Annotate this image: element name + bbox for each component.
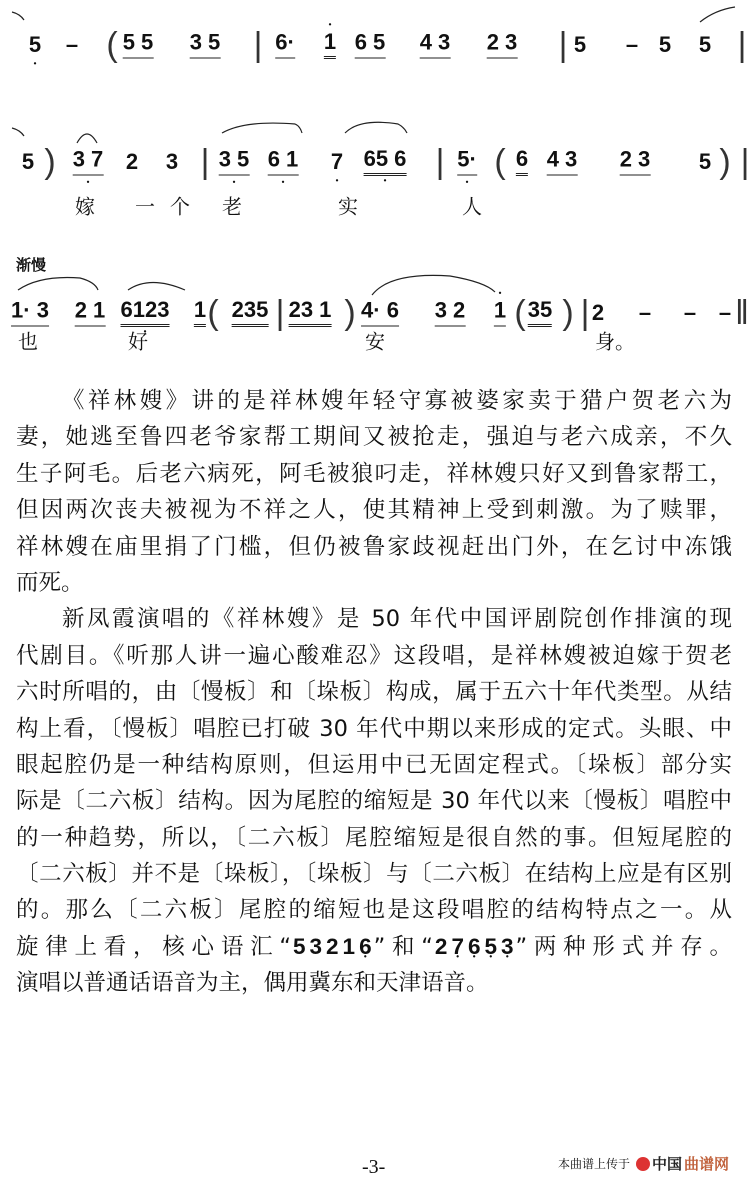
text-line: 而死。	[16, 569, 84, 596]
score-note: • 1	[324, 31, 336, 59]
score-note: 5 •	[29, 34, 41, 56]
score-note: –	[625, 32, 639, 57]
score-note: 2 3	[487, 32, 518, 59]
score-note: –	[638, 300, 652, 325]
score-symbol: |	[275, 294, 285, 332]
score-note: 4 3	[420, 32, 451, 59]
score-symbol: |	[737, 26, 747, 64]
text-line: 但因两次丧夫被视为不祥之人，使其精神上受到刺激。为了赎罪，	[16, 497, 732, 524]
text-line: 的一种趋势，所以，〔二六板〕尾腔缩短是很自然的事。但短尾腔的	[16, 824, 732, 851]
text-line: 生子阿毛。后老六病死，阿毛被狼叼走，祥林嫂只好又到鲁家帮工，	[16, 460, 732, 487]
score-note: 5 5	[123, 32, 154, 59]
score-note: 3 2	[435, 300, 466, 327]
motif-middle: ”和“	[373, 933, 433, 960]
score-note: 2	[125, 149, 139, 174]
tempo-mark: 渐慢	[16, 256, 47, 274]
motif-note: 5 •	[484, 929, 497, 965]
score-symbol: (	[514, 294, 526, 332]
score-note: 235	[232, 299, 269, 327]
lyric-syllable: 好	[128, 329, 148, 354]
score-note: 23 1	[289, 299, 332, 327]
motif-note: 6 •	[359, 929, 372, 965]
score-note: 65 6 •	[364, 148, 407, 176]
score-note: 1	[194, 299, 206, 327]
motif-1	[291, 934, 374, 960]
score-symbol: )	[44, 143, 56, 181]
lyric-syllable: 个	[170, 194, 190, 219]
score-note: 6123 •	[121, 299, 170, 327]
text-line: 代剧目。《听那人讲一遍心酸难忍》这段唱，是祥林嫂被迫嫁于贺老	[16, 642, 732, 669]
motif-note: 1	[342, 933, 356, 959]
upload-credit	[558, 1153, 729, 1174]
credit-text: 本曲谱上传于	[558, 1157, 631, 1171]
text-line: 〔二六板〕并不是〔垛板〕，〔垛板〕与〔二六板〕在结构上应是有区别	[16, 861, 732, 888]
text-line: 的。那么〔二六板〕尾腔的缩短也是这段唱腔的结构特点之一。从	[16, 897, 732, 924]
motif-note: 3	[309, 933, 323, 959]
text-line: 构上看，〔慢板〕唱腔已打破 30 年代中期以来形成的定式。头眼、中	[16, 715, 732, 742]
motif-note: 6 •	[468, 929, 481, 965]
score-note: 1· 3	[11, 300, 49, 327]
text-line: 《祥林嫂》讲的是祥林嫂年轻守寡被婆家卖于猎户贺老六为	[62, 388, 732, 414]
lyric-syllable: 也	[18, 329, 38, 354]
text-line: 祥林嫂在庙里捐了门槛，但仍被鲁家歧视赶出门外，在乞讨中冻饿	[16, 533, 732, 560]
score-note: 2 3	[620, 149, 651, 176]
score-note: 2	[591, 300, 605, 325]
paragraph-2	[16, 601, 732, 929]
motif-suffix: ”两种形式并存。	[515, 933, 732, 960]
score-symbol: )	[719, 143, 731, 181]
paragraph-1	[16, 383, 732, 601]
score-note: 2 1	[75, 300, 106, 327]
score-note: 5	[21, 149, 35, 174]
score-symbol: |	[558, 26, 568, 64]
logo-text-b: 曲谱网	[684, 1155, 730, 1173]
motif-note: 2	[434, 933, 448, 959]
page-number: -3-	[362, 1156, 386, 1178]
score-note: 3 5 •	[219, 149, 250, 176]
logo-text-a: 中国	[652, 1155, 683, 1173]
lyric-syllable: 人	[462, 194, 482, 219]
text-line: 新凤霞演唱的《祥林嫂》是 50 年代中国评剧院创作排演的现	[62, 606, 732, 633]
site-logo[interactable]	[636, 1153, 729, 1174]
text-line: 六时所唱的，由〔慢板〕和〔垛板〕构成，属于五六十年代类型。从结	[16, 679, 732, 706]
score-note: • 1	[494, 300, 506, 327]
motif-note: 5	[293, 933, 306, 959]
score-symbol: |	[435, 143, 445, 181]
score-note: 6·	[275, 32, 295, 59]
score-note: 6 5	[355, 32, 386, 59]
score-note: 5	[573, 32, 587, 57]
logo-icon	[636, 1157, 650, 1171]
lyric-syllable: 嫁	[75, 194, 95, 219]
score-note: 4 3	[547, 149, 578, 176]
score-note: 3 5	[190, 32, 221, 59]
motif-2	[433, 934, 516, 960]
score-note: 5· •	[457, 149, 477, 176]
score-note: 5	[698, 32, 712, 57]
score-note: 6 1 •	[268, 149, 299, 176]
lyric-syllable: 老	[222, 194, 242, 219]
lyric-syllable: 一	[135, 194, 155, 219]
score-symbol: (	[106, 26, 118, 64]
score-symbol: ‖	[734, 294, 750, 332]
text-line: 眼起腔仍是一种结构原则，但运用中已无固定程式。〔垛板〕部分实	[16, 751, 732, 778]
score-symbol: |	[253, 26, 263, 64]
score-symbol: )	[562, 294, 574, 332]
text-line: 际是〔二六板〕结构。因为尾腔的缩短是 30 年代以来〔慢板〕唱腔中	[16, 788, 732, 815]
score-note: 4· 6	[361, 300, 399, 327]
score-symbol: (	[207, 294, 219, 332]
lyric-syllable: 实	[338, 194, 358, 219]
score-symbol: |	[740, 143, 750, 181]
score-note: 35	[528, 299, 552, 327]
score-note: 3 7 •	[73, 149, 104, 176]
music-score	[0, 0, 750, 360]
score-note: –	[718, 300, 732, 325]
motif-note: 7 •	[451, 929, 464, 965]
lyric-syllable: 安	[365, 329, 385, 354]
score-symbol: (	[494, 143, 506, 181]
score-note: 5	[658, 32, 672, 57]
closing-line: 演唱以普通话语音为主，偶用冀东和天津语音。	[16, 970, 489, 997]
score-symbol: |	[580, 294, 590, 332]
lyric-syllable: 身。	[595, 329, 635, 354]
score-note: 3	[165, 149, 179, 174]
motif-note: 3 •	[501, 929, 514, 965]
score-note: 7 •	[331, 151, 343, 173]
body-text	[16, 383, 732, 1002]
score-note: 5	[698, 149, 712, 174]
score-symbol: )	[344, 294, 356, 332]
score-note: –	[65, 32, 79, 57]
score-symbol: |	[200, 143, 210, 181]
motif-prefix: 旋律上看，核心语汇“	[16, 933, 291, 960]
score-note: 6	[516, 148, 528, 176]
motif-line	[16, 929, 732, 965]
score-note: –	[683, 300, 697, 325]
motif-note: 2	[326, 933, 339, 959]
text-line: 妻，她逃至鲁四老爷家帮工期间又被抢走，强迫与老六成亲，不久	[16, 424, 732, 451]
